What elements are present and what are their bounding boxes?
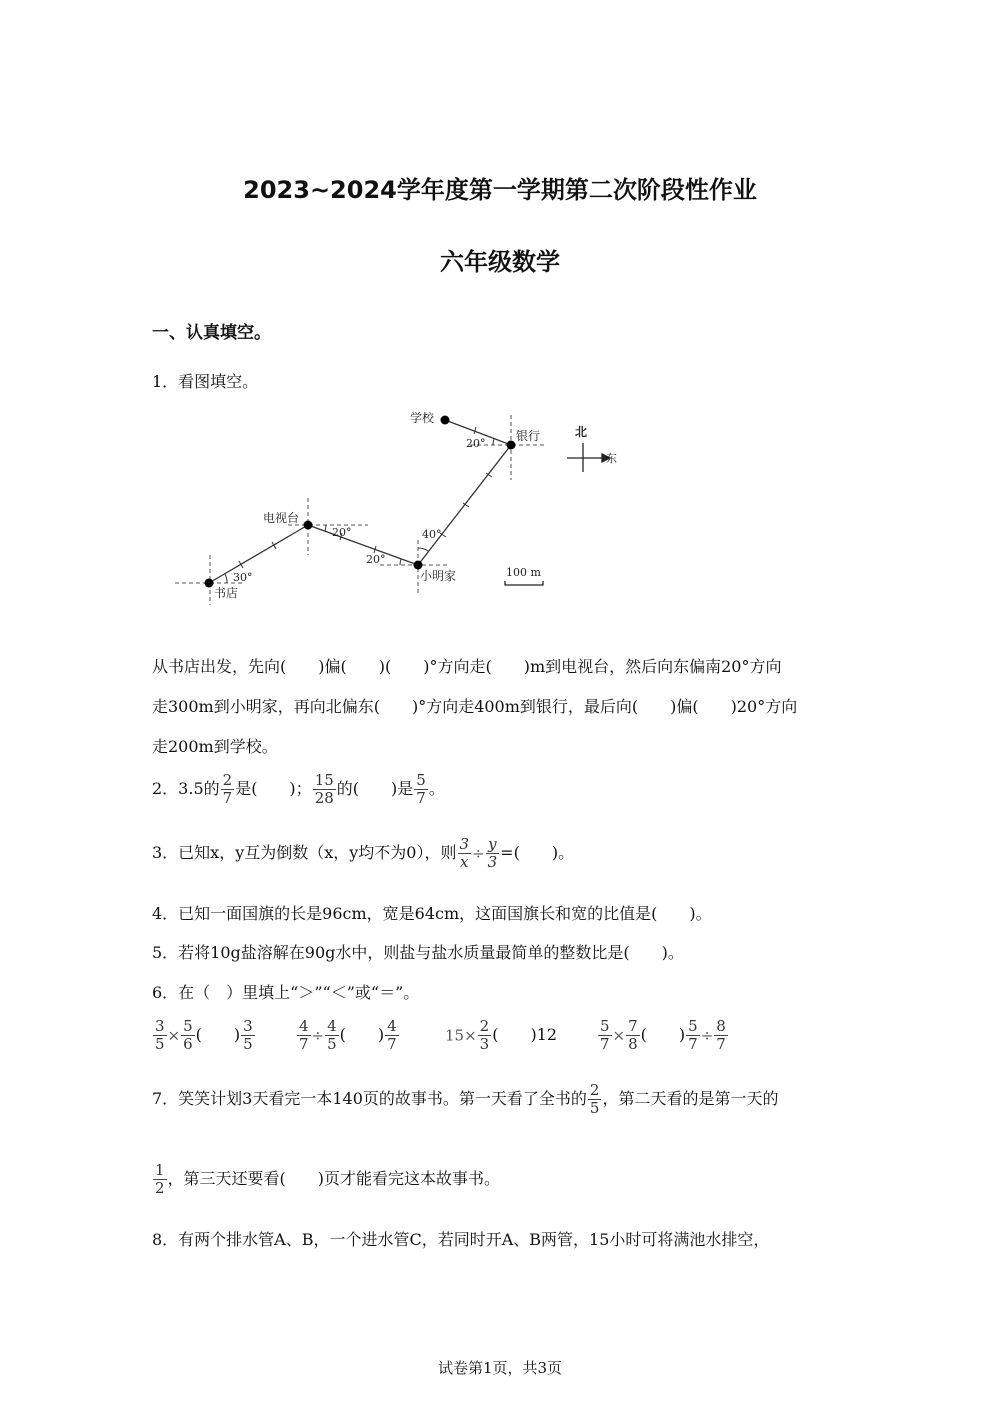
label-home: 小明家 — [420, 569, 457, 583]
question-1-line-3: 走200m到学校。 — [152, 737, 278, 756]
label-bank: 银行 — [516, 429, 541, 443]
compare-item-2: $\frac{4}{7}$ ÷ $\frac{4}{5}$ ( ) $\frac{4}{7}$ — [299, 1017, 397, 1053]
page-footer: 试卷第1页，共3页 — [437, 1359, 563, 1377]
question-5: 5．若将10g盐溶解在90g水中，则盐与盐水质量最简单的整数比是( )。 — [152, 943, 684, 962]
point-bookstore — [205, 579, 214, 588]
label-tv-station: 电视台 — [263, 511, 300, 525]
fraction: $\frac{2}{7}$ — [222, 771, 233, 807]
question-2: 2．3.5的 $\frac{2}{7}$ 是( )； $\frac{15}{28}$ 的( )是 $\frac{5}{7}$ 。 — [152, 771, 445, 807]
fraction: $\frac{5}{7}$ — [416, 771, 426, 807]
point-bank — [507, 441, 516, 450]
fraction: $\frac{15}{28}$ — [314, 771, 334, 807]
question-1-line-1: 从书店出发，先向( )偏( )( )°方向走( )m到电视台，然后向东偏南20°方向 — [152, 657, 782, 676]
question-7-line-2: $\frac{1}{2}$ ，第三天还要看( )页才能看完这本故事书。 — [155, 1161, 501, 1197]
compare-item-1: $\frac{3}{5}$ × $\frac{5}{6}$ ( ) $\frac{3}{5}$ — [155, 1017, 253, 1053]
question-8: 8．有两个排水管A、B，一个进水管C，若同时开A、B两管，15小时可将满池水排空， — [152, 1230, 770, 1249]
label-angle-bank: 20° — [466, 437, 486, 450]
compass-icon — [567, 443, 610, 472]
page-subtitle: 六年级数学 — [440, 248, 560, 276]
fraction: $\frac{3}{x}$ — [459, 835, 470, 871]
label-angle-home: 20° — [366, 553, 386, 566]
question-6-prompt: 6．在（ ）里填上“＞”“＜”或“＝”。 — [152, 983, 420, 1002]
answer-blank[interactable]: ( ) — [339, 1025, 385, 1044]
point-school — [441, 416, 450, 425]
compare-item-3: 15× $\frac{2}{3}$ ( )12 — [445, 1017, 558, 1053]
page-title: 2023~2024学年度第一学期第二次阶段性作业 — [243, 176, 757, 204]
question-4: 4．已知一面国旗的长是96cm，宽是64cm，这面国旗长和宽的比值是( )。 — [152, 904, 712, 923]
compare-item-4: $\frac{5}{7}$ × $\frac{7}{8}$ ( ) $\frac{5}{7}$ ÷ $\frac{8}{7}$ — [600, 1017, 726, 1053]
answer-blank[interactable]: ( ) — [492, 1025, 537, 1044]
label-bookstore: 书店 — [214, 586, 239, 600]
label-school: 学校 — [410, 411, 435, 425]
direction-map-figure — [150, 400, 630, 610]
label-angle-tv: 20° — [332, 526, 352, 539]
question-1-prompt: 1．看图填空。 — [152, 372, 259, 391]
label-scale: 100 m — [506, 566, 541, 579]
answer-blank[interactable]: ( ) — [640, 1025, 686, 1044]
question-3: 3．已知x，y互为倒数（x，y均不为0），则 $\frac{3}{x}$ ÷ $\frac{y}{3}$ =( )。 — [152, 835, 575, 871]
label-angle-30: 30° — [233, 571, 253, 584]
fraction: $\frac{y}{3}$ — [487, 835, 498, 871]
answer-blank[interactable]: ( ) — [195, 1025, 241, 1044]
section-heading: 一、认真填空。 — [152, 323, 271, 343]
point-tv-station — [304, 521, 313, 530]
label-angle-40: 40° — [422, 528, 442, 541]
question-1-line-2: 走300m到小明家，再向北偏东( )°方向走400m到银行，最后向( )偏( )20°方向 — [152, 697, 798, 716]
scale-bar — [505, 581, 543, 585]
label-north: 北 — [575, 425, 588, 439]
label-east: 东 — [606, 452, 617, 465]
question-7-line-1: 7．笑笑计划3天看完一本140页的故事书。第一天看了全书的 $\frac{2}{5}$ ，第二天看的是第一天的 — [152, 1081, 779, 1117]
